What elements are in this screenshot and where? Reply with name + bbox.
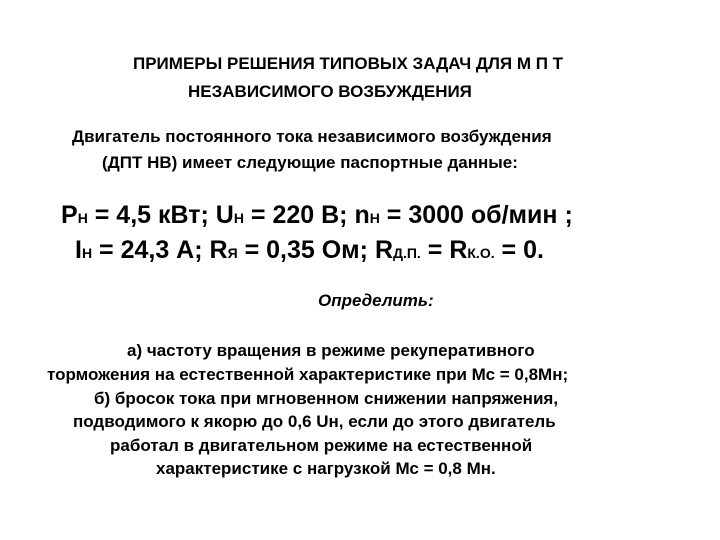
define-heading: Определить: <box>318 291 434 310</box>
params-line-1 <box>61 201 573 230</box>
intro-line-2: (ДПТ НВ) имеет следующие паспортные данные: <box>102 153 518 172</box>
armature-resistance-symbol: R <box>209 236 228 264</box>
compensation-resistance-value: = 0. <box>494 236 544 264</box>
params-line-2 <box>75 236 544 265</box>
current-symbol: I <box>75 236 82 264</box>
speed-subscript: Н <box>369 210 380 226</box>
title-line-1: ПРИМЕРЫ РЕШЕНИЯ ТИПОВЫХ ЗАДАЧ ДЛЯ М П Т <box>133 54 564 73</box>
task-line-4: подводимого к якорю до 0,6 Uн, если до этого двигатель <box>73 412 556 431</box>
task-line-2: торможения на естественной характеристике при Мс = 0,8Мн; <box>47 365 569 384</box>
voltage-value: = 220 В; <box>243 201 355 229</box>
compensation-resistance-subscript: К.О. <box>467 245 495 261</box>
title-line-2: НЕЗАВИСИМОГО ВОЗБУЖДЕНИЯ <box>188 82 472 101</box>
voltage-subscript: Н <box>233 210 244 226</box>
task-line-3: б) бросок тока при мгновенном снижении напряжения, <box>94 389 559 408</box>
intro-line-1: Двигатель постоянного тока независимого возбуждения <box>72 127 552 146</box>
power-symbol: P <box>61 201 78 229</box>
voltage-symbol: U <box>215 201 234 229</box>
current-subscript: Н <box>81 245 93 261</box>
speed-symbol: n <box>354 201 370 229</box>
armature-resistance-value: = 0,35 Ом; <box>237 236 375 264</box>
current-value: = 24,3 А; <box>92 236 210 264</box>
power-subscript: Н <box>77 210 88 226</box>
compensation-resistance-symbol: R <box>449 236 468 264</box>
task-line-1: а) частоту вращения в режиме рекуперативного <box>127 341 535 360</box>
task-line-6: характеристике с нагрузкой Мс = 0,8 Мн. <box>156 459 496 478</box>
interpole-resistance-symbol: R <box>374 236 393 264</box>
speed-value: = 3000 об/мин ; <box>379 201 573 229</box>
interpole-resistance-subscript: Д.П. <box>393 245 421 261</box>
armature-resistance-subscript: Я <box>227 245 238 261</box>
equals-sign: = <box>420 236 450 264</box>
power-value: = 4,5 кВт; <box>87 201 216 229</box>
task-line-5: работал в двигательном режиме на естественной <box>110 436 533 455</box>
